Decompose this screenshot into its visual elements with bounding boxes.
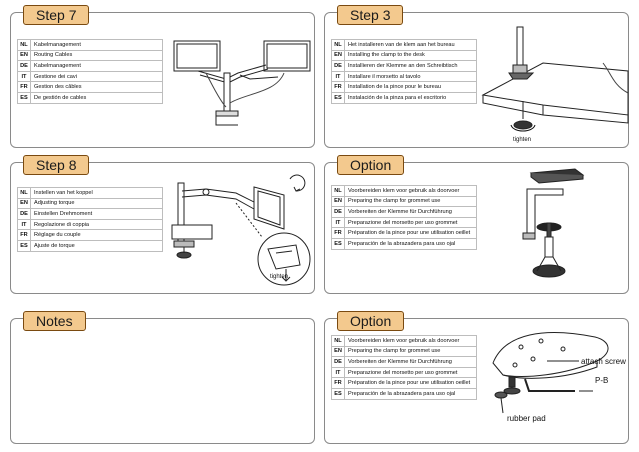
step7-title: Step 7 [23,5,89,25]
panel-option2 [324,313,629,444]
attach-screw-label: attach screw [581,357,626,366]
language-code: IT [18,71,31,82]
language-code: FR [332,82,345,93]
option1-title: Option [337,155,404,175]
language-text: Kabelmanagement [31,40,163,51]
language-code: ES [332,388,345,399]
language-code: IT [332,71,345,82]
option2-illustration [485,323,627,441]
language-text: Preparación de la abrazadera para uso ojal [345,238,477,249]
language-row [18,61,163,72]
language-code: NL [332,186,345,197]
language-row [332,92,477,103]
language-text: Préparation de la pince pour une utilisation oeillet [345,228,477,239]
language-row [332,378,477,389]
language-text: Gestione dei cavi [31,71,163,82]
language-row [18,219,163,230]
language-text: Preparazione del morsetto per uso grommet [345,217,477,228]
language-row [332,196,477,207]
language-text: Preparazione del morsetto per uso grommet [345,367,477,378]
language-row [332,71,477,82]
language-text: De gestión de cables [31,92,163,103]
language-text: Routing Cables [31,50,163,61]
step3-language-table [331,39,477,104]
language-row [332,357,477,368]
language-text: Adjusting torque [31,198,163,209]
language-row [18,209,163,220]
language-row [332,207,477,218]
language-code: ES [18,240,31,251]
language-code: ES [332,92,345,103]
panel-step7 [10,7,315,148]
language-code: NL [332,40,345,51]
language-code: EN [18,50,31,61]
language-text: Einstellen Drehmoment [31,209,163,220]
step3-tighten-label: tighten [513,137,532,143]
language-code: EN [332,50,345,61]
option2-title: Option [337,311,404,331]
language-code: IT [332,367,345,378]
language-code: IT [332,217,345,228]
language-text: Preparación de la abrazadera para uso ojal [345,388,477,399]
language-row [332,186,477,197]
language-row [18,240,163,251]
language-text: Het installeren van de klem aan het bureau [345,40,477,51]
language-row [18,198,163,209]
language-code: DE [332,207,345,218]
language-text: Instalación de la pinza para el escritorio [345,92,477,103]
language-text: Installare il morsetto al tavolo [345,71,477,82]
language-row [18,40,163,51]
language-code: NL [18,188,31,199]
pb-label: P-B [595,376,609,385]
language-text: Preparing the clamp for grommet use [345,196,477,207]
language-row [332,50,477,61]
language-code: NL [18,40,31,51]
language-row [18,50,163,61]
language-row [18,82,163,93]
step3-illustration [483,23,628,143]
language-text: Instellen van het koppel [31,188,163,199]
language-row [332,40,477,51]
language-row [332,346,477,357]
rubber-pad-label: rubber pad [507,414,546,423]
panel-step8 [10,157,315,294]
language-text: Gestion des câbles [31,82,163,93]
language-text: Vorbereiten der Klemme für Durchführung [345,207,477,218]
panel-option1 [324,157,629,294]
step7-language-table [17,39,163,104]
language-row [18,71,163,82]
language-code: DE [332,61,345,72]
language-code: DE [332,357,345,368]
language-code: FR [332,378,345,389]
language-code: DE [18,61,31,72]
language-text: Preparing the clamp for grommet use [345,346,477,357]
step7-illustration [166,33,311,133]
language-code: FR [332,228,345,239]
language-row [332,367,477,378]
language-text: Installieren der Klemme an den Schreibtisch [345,61,477,72]
language-row [332,336,477,347]
language-row [18,230,163,241]
language-row [332,61,477,72]
notes-title: Notes [23,311,86,331]
language-code: FR [18,230,31,241]
language-text: Regolazione di coppia [31,219,163,230]
step8-tighten-label: tighten [270,274,289,280]
step8-title: Step 8 [23,155,89,175]
option1-language-table [331,185,477,250]
language-text: Installation de la pince pour le bureau [345,82,477,93]
language-text: Kabelmanagement [31,61,163,72]
language-text: Préparation de la pince pour une utilisation oeillet [345,378,477,389]
language-code: NL [332,336,345,347]
language-text: Vorbereiten der Klemme für Durchführung [345,357,477,368]
language-code: DE [18,209,31,220]
language-code: ES [18,92,31,103]
language-code: EN [18,198,31,209]
language-row [18,188,163,199]
language-row [332,388,477,399]
step8-illustration [166,169,311,289]
option2-language-table [331,335,477,400]
option1-illustration [505,167,625,287]
panel-notes [10,313,315,444]
language-text: Voorbereiden klem voor gebruik als doorvoer [345,186,477,197]
language-code: EN [332,196,345,207]
panel-step3 [324,7,629,148]
language-row [332,238,477,249]
language-text: Installing the clamp to the desk [345,50,477,61]
language-text: Ajuste de torque [31,240,163,251]
language-code: IT [18,219,31,230]
language-row [332,228,477,239]
language-text: Voorbereiden klem voor gebruik als doorvoer [345,336,477,347]
language-code: ES [332,238,345,249]
language-row [332,82,477,93]
language-code: EN [332,346,345,357]
step8-language-table [17,187,163,252]
language-row [18,92,163,103]
step3-title: Step 3 [337,5,403,25]
language-code: FR [18,82,31,93]
language-text: Réglage du couple [31,230,163,241]
language-row [332,217,477,228]
